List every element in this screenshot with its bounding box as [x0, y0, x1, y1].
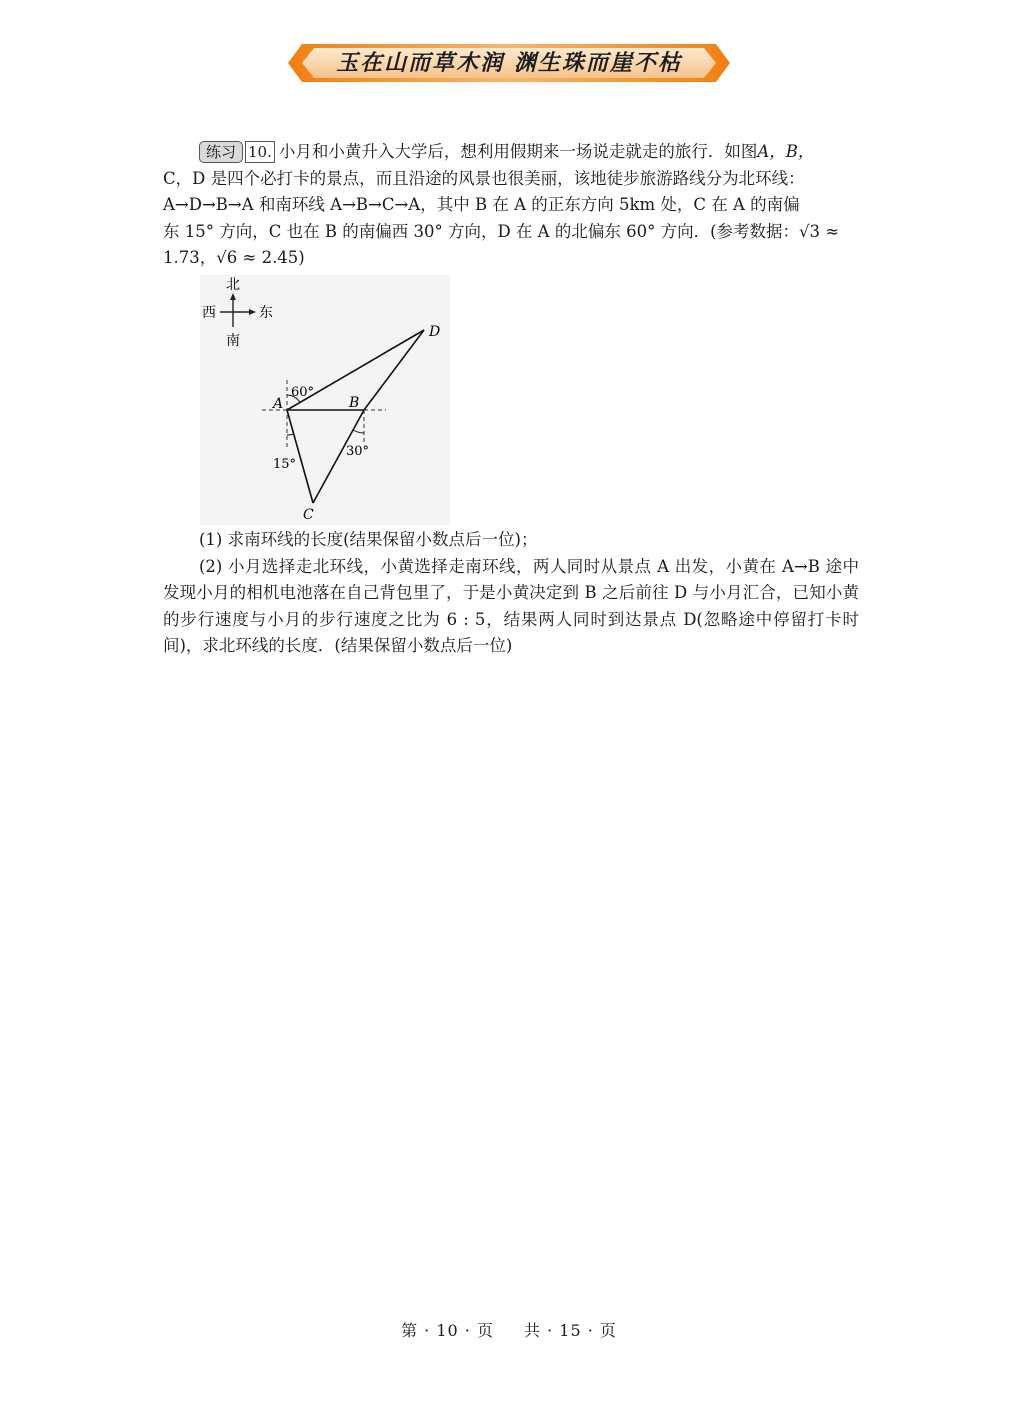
page-footer: [0, 1318, 1018, 1341]
problem-line-1: [163, 139, 859, 166]
point-label-c: C: [303, 507, 314, 523]
page-total: 共 · 15 · 页: [524, 1321, 617, 1340]
problem-line-3: A→D→B→A 和南环线 A→B→C→A，其中 B 在 A 的正东方向 5km 处，C 在 A 的南偏: [163, 195, 800, 214]
problem-text-1: 小月和小黄升入大学后，想利用假期来一场说走就走的旅行．如图: [278, 142, 758, 161]
problem-number: 10.: [245, 141, 275, 163]
banner-motto: 玉在山而草木润 渊生珠而崖不枯: [336, 50, 682, 76]
problem-line-2: C，D 是四个必打卡的景点，而且沿途的风景也很美丽，该地徒步旅游路线分为北环线：: [163, 168, 805, 188]
questions: [163, 527, 859, 660]
question-1: (1) 求南环线的长度(结果保留小数点后一位)；: [199, 530, 538, 549]
compass-north-label: 北: [226, 277, 240, 293]
page-number: 第 · 10 · 页: [401, 1321, 494, 1340]
angle-label-30: 30°: [346, 444, 370, 459]
practice-tag: 练习: [199, 141, 243, 163]
figure-svg: [200, 275, 450, 525]
geometry-figure: [200, 275, 450, 525]
compass-east-label: 东: [259, 305, 273, 321]
compass-south-label: 南: [226, 333, 240, 349]
problem-line-5: 1.73，√6 ≈ 2.45): [163, 248, 305, 267]
point-label-d: D: [429, 324, 441, 340]
question-2: (2) 小月选择走北环线，小黄选择走南环线，两人同时从景点 A 出发，小黄在 A→B 途中发现小月的相机电池落在自己背包里了，于是小黄决定到 B 之后前往 D 与小月汇合，已知小黄的步行速度与小月的步行速度之比为 6 : 5，结果两人同时到达景点 D(忽略途中停留打卡时间)，求北环线的长度．(结果保留小数点后一位): [163, 556, 859, 655]
problem-statement: [163, 139, 859, 272]
problem-line-4: 东 15° 方向，C 也在 B 的南偏西 30° 方向，D 在 A 的北偏东 60° 方向．(参考数据：√3 ≈: [163, 221, 840, 241]
problem-text-1-math: A，B，: [757, 142, 815, 161]
angle-label-60: 60°: [291, 385, 315, 400]
point-label-b: B: [349, 395, 360, 411]
compass-west-label: 西: [202, 305, 216, 321]
angle-label-15: 15°: [273, 457, 297, 472]
header-banner: [288, 42, 730, 84]
point-label-a: A: [273, 396, 284, 412]
